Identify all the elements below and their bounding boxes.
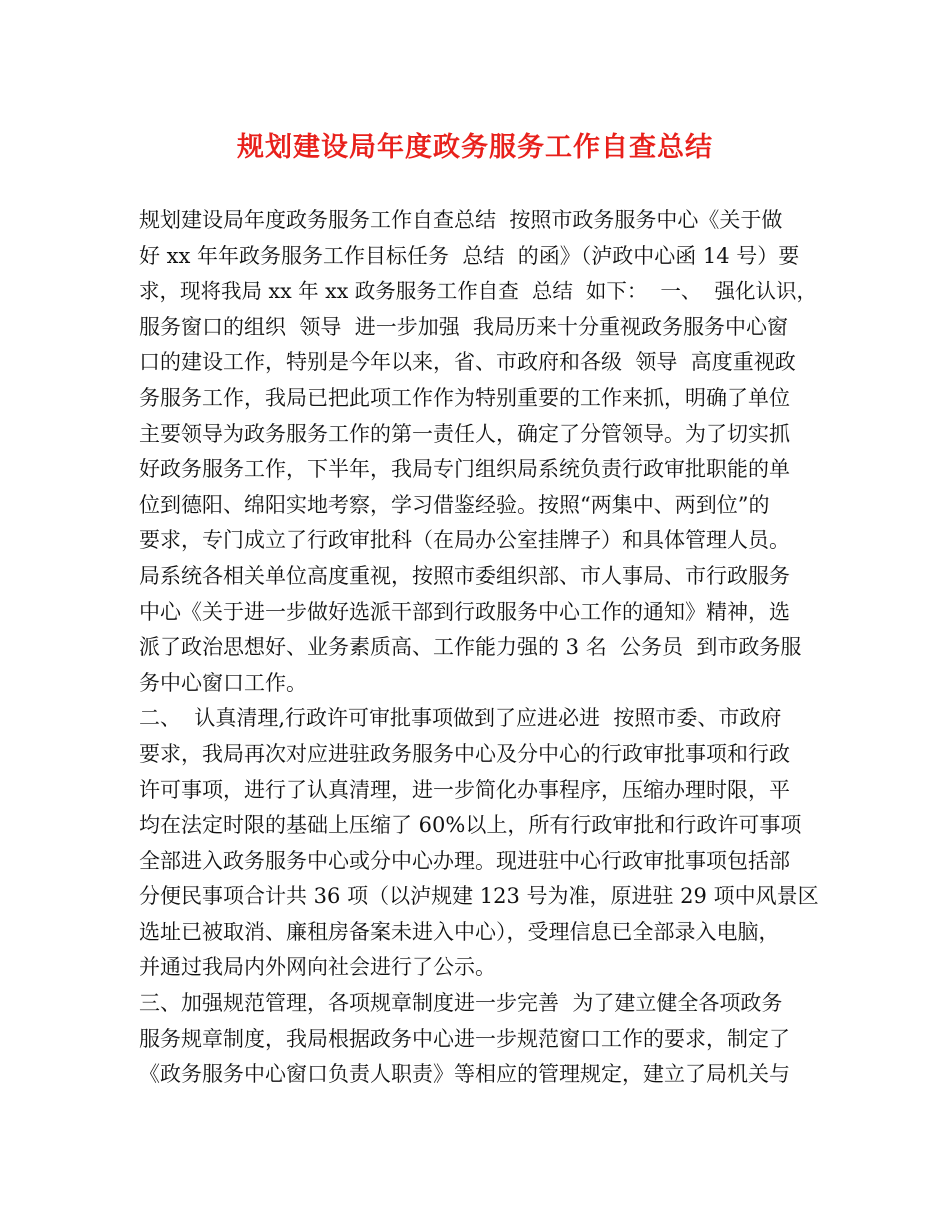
body-line: 要求，我局再次对应进驻政务服务中心及分中心的行政审批事项和行政	[139, 741, 790, 766]
document-title: 规划建设局年度政务服务工作自查总结	[237, 132, 713, 163]
body-line: 求，现将我局 xx 年 xx 政务服务工作自查 总结 如下： 一、 强化认识，	[139, 279, 817, 304]
document-body	[139, 203, 819, 1093]
body-line: 服务规章制度，我局根据政务中心进一步规范窗口工作的要求，制定了	[139, 1026, 790, 1051]
body-line: 好 xx 年年政务服务工作目标任务 总结 的函》（泸政中心函 14 号）要	[139, 243, 800, 268]
body-line: 口的建设工作，特别是今年以来，省、市政府和各级 领导 高度重视政	[139, 350, 796, 375]
body-line: 主要领导为政务服务工作的第一责任人，确定了分管领导。为了切实抓	[139, 421, 790, 446]
body-line: 选址已被取消、廉租房备案未进入中心），受理信息已全部录入电脑，	[139, 919, 780, 944]
body-line: 要求，专门成立了行政审批科（在局办公室挂牌子）和具体管理人员。	[139, 528, 790, 553]
body-line: 三、加强规范管理，各项规章制度进一步完善 为了建立健全各项政务	[139, 991, 783, 1016]
body-line: 分便民事项合计共 36 项（以泸规建 123 号为准，原进驻 29 项中风景区	[139, 884, 819, 909]
body-line: 《政务服务中心窗口负责人职责》等相应的管理规定，建立了局机关与	[139, 1062, 790, 1087]
body-line: 全部进入政务服务中心或分中心办理。现进驻中心行政审批事项包括部	[139, 848, 790, 873]
body-line: 许可事项，进行了认真清理，进一步简化办事程序，压缩办理时限，平	[139, 777, 790, 802]
body-line: 规划建设局年度政务服务工作自查总结 按照市政务服务中心《关于做	[139, 208, 783, 232]
body-line: 局系统各相关单位高度重视，按照市委组织部、市人事局、市行政服务	[139, 563, 790, 588]
body-line: 并通过我局内外网向社会进行了公示。	[139, 955, 496, 980]
body-line: 务服务工作，我局已把此项工作作为特别重要的工作来抓，明确了单位	[139, 385, 790, 410]
body-line: 中心《关于进一步做好选派干部到行政服务中心工作的通知》精神，选	[139, 599, 790, 624]
body-line: 务中心窗口工作。	[139, 670, 307, 695]
body-line: 服务窗口的组织 领导 进一步加强 我局历来十分重视政务服务中心窗	[139, 314, 789, 339]
body-line: 好政务服务工作，下半年，我局专门组织局系统负责行政审批职能的单	[139, 457, 790, 482]
body-line: 均在法定时限的基础上压缩了 60%以上，所有行政审批和行政许可事项	[139, 813, 802, 838]
body-line: 派了政治思想好、业务素质高、工作能力强的 3 名 公务员 到市政务服	[139, 635, 802, 660]
body-line: 二、 认真清理,行政许可审批事项做到了应进必进 按照市委、市政府	[139, 706, 782, 731]
body-line: 位到德阳、绵阳实地考察，学习借鉴经验。按照“两集中、两到位”的	[139, 492, 770, 517]
